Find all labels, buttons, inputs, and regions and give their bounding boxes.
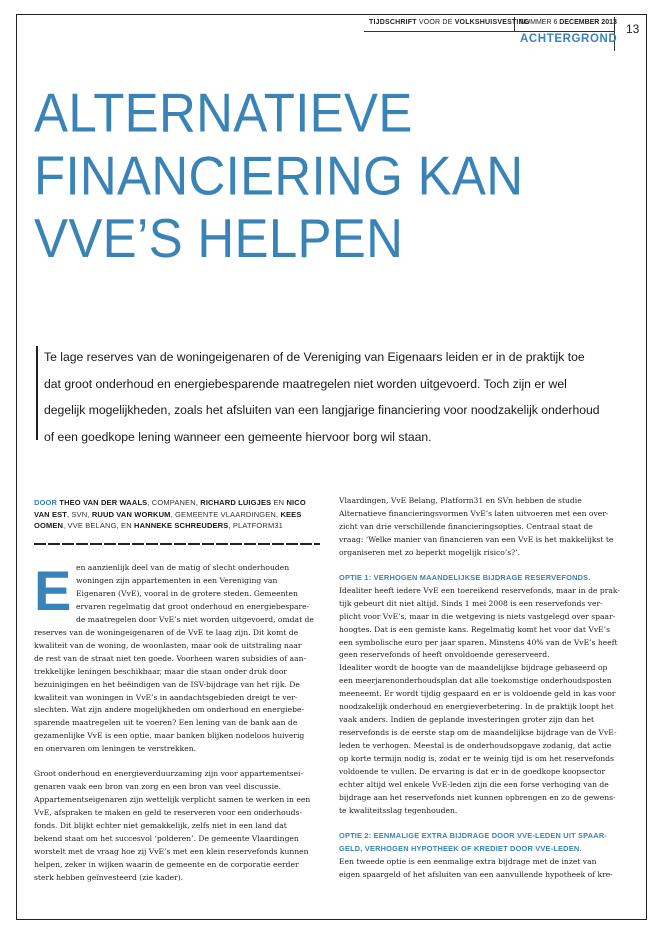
text-line: reservefonds is de eerste stap om de maandelijkse bijdrage van de VvE- (339, 728, 617, 738)
text-line: vaak anders. Indien de geplande investeringen groter zijn dan het (339, 715, 595, 725)
text-line: woningen zijn appartementen in een Vereniging van (76, 575, 278, 585)
text-line: de maatregelen door VvE’s niet worden uitgevoerd, omdat de (76, 614, 314, 624)
title-line: ALTERNATIEVE (34, 82, 413, 144)
issue-info: NUMMER 6 DECEMBER 2013 (520, 19, 617, 26)
text-line: helpen, zeker in wijken waarin de gemeente en de corporatie eerder (34, 859, 299, 869)
text-line: eigen spaargeld of het afsluiten van een aanvullende hypotheek of kre- (339, 869, 613, 879)
text-line: meeneemt. Er wordt tijdig gespaard en er is voldoende geld in kas voor (339, 689, 616, 699)
section-heading: GELD, VERHOGEN HYPOTHEEK OF KREDIET DOOR VVE-LEDEN. (339, 843, 582, 853)
text-line: tijk gebeurt dit niet altijd. Sinds 1 mei 2008 is een reservefonds ver- (339, 598, 603, 608)
text-line: plicht voor VvE’s, maar in die wetgeving is niets vastgelegd over spaar- (339, 611, 616, 621)
text-line: geen reservefonds of heeft onvoldoende gereserveerd. (339, 650, 550, 660)
text-line: en aanzienlijk deel van de matig of slecht onderhouden (76, 563, 290, 572)
text-line: trekkelijke leningen beschikbaar, maar die staan onder druk door (34, 666, 288, 676)
text-line: kwaliteit van woningen in VvE’s in aandachtsgebieden dreigt te ver- (34, 692, 298, 702)
text-line: en onervaren om leningen te verstrekken. (34, 744, 197, 754)
text-line: een meerjarenonderhoudsplan dat alle toekomstige onderhoudsposten (339, 676, 612, 686)
text-line: slechten. Wat zijn andere mogelijkheden om onderhoud en energiebe- (34, 705, 305, 715)
text-line: zicht van drie verschillende financieringsopties. Centraal staat de (339, 521, 593, 531)
text-line: leden te verhogen. Meestal is de onderhoudsopgave zodanig, dat actie (339, 741, 612, 751)
intro-bar (36, 346, 38, 440)
right-column (339, 495, 629, 882)
intro-text (44, 344, 634, 450)
text-line: noodzakelijk onderhoud en energieverbetering. In de praktijk loopt het (339, 702, 614, 712)
text-line: Alternatieve financieringsvormen VvE’s laten uitvoeren met een over- (339, 508, 609, 518)
text-line: sparende maatregelen uit te voeren? Een lening van de bank aan de (34, 718, 298, 728)
journal-name: TIJDSCHRIFT VOOR DE VOLKSHUISVESTING (369, 19, 530, 26)
drop-cap: E (34, 559, 72, 622)
text-line: Eigenaren (VvE), vooral in de grotere steden. Gemeenten (76, 588, 298, 598)
text-line: genaren vaak een bron van zorg en een bron van veel discussie. (34, 782, 281, 792)
text-line: worstelt met de vraag hoe zij VvE’s met een klein reservefonds kunnen (34, 847, 309, 857)
text-line: Groot onderhoud en energieverduurzaming zijn voor appartementsei- (34, 769, 304, 779)
text-line: fonds. Dit blijkt echter niet gemakkelijk, zelfs niet in een land dat (34, 821, 287, 831)
page-number: 13 (626, 22, 640, 36)
text-line: VvE, afspraken te maken en geld te reserveren voor een onderhouds- (34, 808, 302, 818)
section-heading: OPTIE 1: VERHOGEN MAANDELIJKSE BIJDRAGE RESERVEFONDS. (339, 572, 591, 582)
paragraph-gap (34, 756, 324, 768)
text-line: een symbolische euro per jaar sparen. Minstens 40% van de VvE’s heeft (339, 637, 618, 647)
text-line: de rest van de straat niet ten goede. Voorheen waren subsidies of aan- (34, 653, 307, 663)
text-line: Idealiter wordt de hoogte van de maandelijkse bijdrage gebaseerd op (339, 663, 608, 673)
title-line: FINANCIERING KAN (34, 144, 524, 207)
intro-line: Te lage reserves van de woningeigenaren of de Vereniging van Eigenaars leiden er in de praktijk toe (44, 350, 585, 364)
text-line: te kwaliteitsslag tegenhouden. (339, 805, 458, 815)
byline: DOOR THEO VAN DER WAALS, COMPANEN, RICHARD LUIGJES EN NICO VAN EST, SVN, RUUD VAN WORKUM, GEMEENTE VLAARDINGEN, KEES OOMEN, VVE BELANG, EN HANNEKE SCHREUDERS, PLATFORM31 (34, 498, 306, 531)
text-line: bijdrage aan het reservefonds niet kunnen opbrengen en zo de gewens- (339, 792, 616, 802)
text-line: reserves van de woningeigenaren of de VvE te laag zijn. Dit komt de (34, 627, 299, 637)
paragraph-gap (339, 818, 629, 830)
text-line: vraag: ‘Welke manier van financieren van een VvE is het makkelijkst te (339, 534, 614, 544)
paragraph-gap (339, 560, 629, 572)
intro-line: dat groot onderhoud en energiebesparende maatregelen niet worden uitgevoerd. Toch zijn er wel (44, 376, 567, 391)
text-line: hoogtes. Dat is een gemiste kans. Regelmatig komt het voor dat VvE’s (339, 624, 610, 634)
header-rule (364, 31, 614, 32)
text-line: Vlaardingen, VvE Belang, Platform31 en SVn hebben de studie (339, 496, 582, 505)
intro-line: of een goedkope lening wanneer een gemeente hiervoor borg wil staan. (44, 429, 432, 444)
section-label: ACHTERGROND (520, 33, 618, 45)
text-line: kwaliteit van de woning, de woonlasten, maar ook de uitstraling naar (34, 640, 302, 650)
text-line: Appartementseigenaren zijn wettelijk verplicht samen te werken in een (34, 795, 311, 805)
text-line: sterk hebben geïnvesteerd (zie kader). (34, 872, 184, 882)
text-line: organiseren met zo beperkt mogelijk risico’s?’. (339, 547, 521, 557)
text-line: bezuinigingen en het beëindigen van de ISV-bijdrage van het rijk. De (34, 679, 300, 689)
text-line: Idealiter heeft iedere VvE een toereikend reservefonds, maar in de prak- (339, 585, 620, 595)
text-line: echter altijd wel enkele VvE-leden zijn die een forse verhoging van de (339, 780, 609, 790)
text-line: bekend staat om het succesvol ‘polderen’. De gemeente Vlaardingen (34, 834, 299, 844)
intro-line: degelijk mogelijkheden, zoals het afsluiten van een langjarige financiering voor noodzakelijk onderhoud (44, 403, 600, 417)
text-line: gezamenlijke VvE is een optie, maar banken blijken nodeloos huiverig (34, 731, 305, 741)
byline-divider (34, 543, 320, 545)
text-line: ervaren regelmatig dat groot onderhoud en energiebespare- (76, 601, 310, 611)
text-line: voldoende te vullen. De ervaring is dat er in de goedkope koopsector (339, 767, 606, 777)
text-line: op korte termijn nodig is, zodat er te weinig tijd is om het reservefonds (339, 754, 615, 764)
left-column (34, 559, 324, 885)
title-line: VVE’S HELPEN (34, 207, 404, 269)
text-line: Een tweede optie is een eenmalige extra bijdrage met de inzet van (339, 856, 597, 866)
section-heading: OPTIE 2: EENMALIGE EXTRA BIJDRAGE DOOR VVE-LEDEN UIT SPAAR- (339, 830, 608, 840)
article-title (34, 82, 594, 270)
